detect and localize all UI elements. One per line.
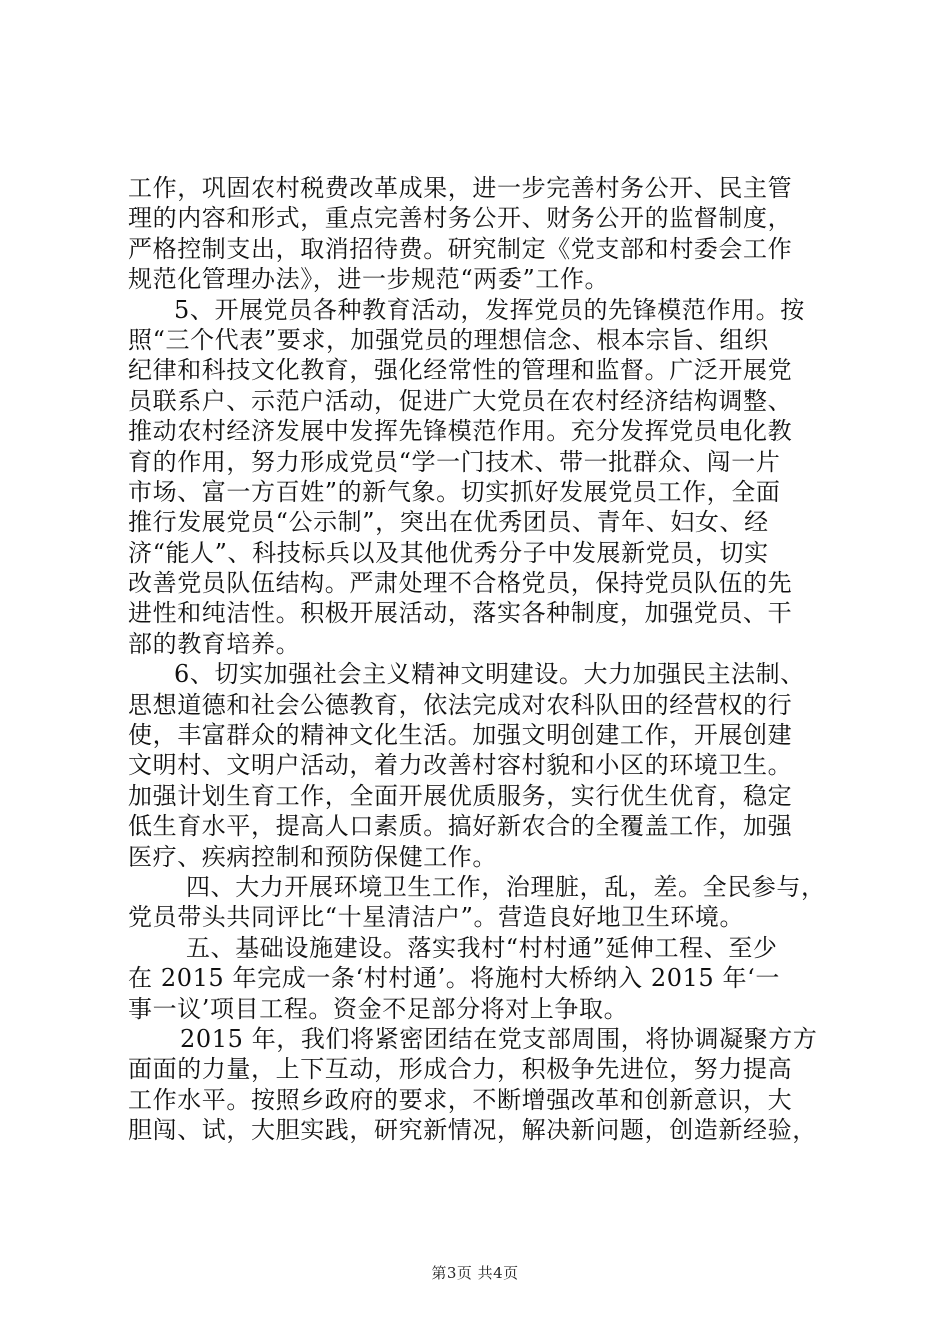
text-line: 事一议’项目工程。资金不足部分将对上争取。 (128, 994, 629, 1023)
text-line: 工作，巩固农村税费改革成果，进一步完善村务公开、民主管 (128, 174, 793, 202)
text-line: 进性和纯洁性。积极开展活动，落实各种制度，加强党员、干 (128, 599, 793, 628)
text-line: 加强计划生育工作，全面开展优质服务，实行优生优育，稳定 (128, 781, 793, 810)
text-line: 改善党员队伍结构。严肃处理不合格党员，保持党员队伍的先 (128, 569, 793, 598)
text-line: 思想道德和社会公德教育，依法完成对农科队田的经营权的行 (128, 690, 793, 719)
text-line: 在 2015 年完成一条‘村村通’。将施村大桥纳入 2015 年‘一 (128, 964, 780, 993)
text-line: 推行发展党员“公示制”，突出在优秀团员、青年、妇女、经 (128, 508, 769, 537)
text-line: 5、开展党员各种教育活动，发挥党员的先锋模范作用。按 (174, 295, 805, 324)
text-line: 规范化管理办法》，进一步规范“两委”工作。 (128, 265, 610, 294)
text-line: 6、切实加强社会主义精神文明建设。大力加强民主法制、 (174, 660, 805, 689)
text-line: 纪律和科技文化教育，强化经常性的管理和监督。广泛开展党 (128, 356, 793, 385)
document-text (128, 173, 848, 1146)
text-line: 胆闯、试，大胆实践，研究新情况，解决新问题，创造新经验， (128, 1116, 817, 1145)
text-line: 四、大力开展环境卫生工作，治理脏，乱，差。全民参与， (186, 872, 826, 901)
text-line: 员联系户、示范户活动，促进广大党员在农村经济结构调整、 (128, 386, 793, 415)
document-body (128, 173, 848, 1146)
text-line: 五、基础设施建设。落实我村“村村通”延伸工程、至少 (186, 933, 778, 962)
text-line: 照“三个代表”要求，加强党员的理想信念、根本宗旨、组织 (128, 325, 769, 354)
text-line: 部的教育培养。 (128, 629, 301, 658)
text-line: 育的作用，努力形成党员“学一门技术、带一批群众、闯一片 (128, 447, 781, 476)
page-footer: 第3页 共4页 (431, 1264, 519, 1282)
text-line: 工作水平。按照乡政府的要求，不断增强改革和创新意识，大 (128, 1085, 793, 1114)
text-line: 市场、富一方百姓”的新气象。切实抓好发展党员工作，全面 (128, 477, 781, 506)
text-line: 使，丰富群众的精神文化生活。加强文明创建工作，开展创建 (128, 721, 793, 750)
text-line: 推动农村经济发展中发挥先锋模范作用。充分发挥党员电化教 (128, 417, 793, 446)
text-line: 低生育水平，提高人口素质。搞好新农合的全覆盖工作，加强 (128, 812, 793, 841)
text-line: 2015 年，我们将紧密团结在党支部周围，将协调凝聚方方 (180, 1024, 818, 1053)
text-line: 面面的力量，上下互动，形成合力，积极争先进位，努力提高 (128, 1055, 793, 1084)
text-line: 医疗、疾病控制和预防保健工作。 (128, 842, 497, 871)
text-line: 文明村、文明户活动，着力改善村容村貌和小区的环境卫生。 (128, 751, 793, 780)
text-line: 理的内容和形式，重点完善村务公开、财务公开的监督制度， (128, 204, 793, 233)
text-line: 党员带头共同评比“十星清洁户”。营造良好地卫生环境。 (128, 903, 745, 932)
text-line: 严格控制支出，取消招待费。研究制定《党支部和村委会工作 (128, 234, 793, 263)
text-line: 济“能人”、科技标兵以及其他优秀分子中发展新党员，切实 (128, 538, 769, 567)
